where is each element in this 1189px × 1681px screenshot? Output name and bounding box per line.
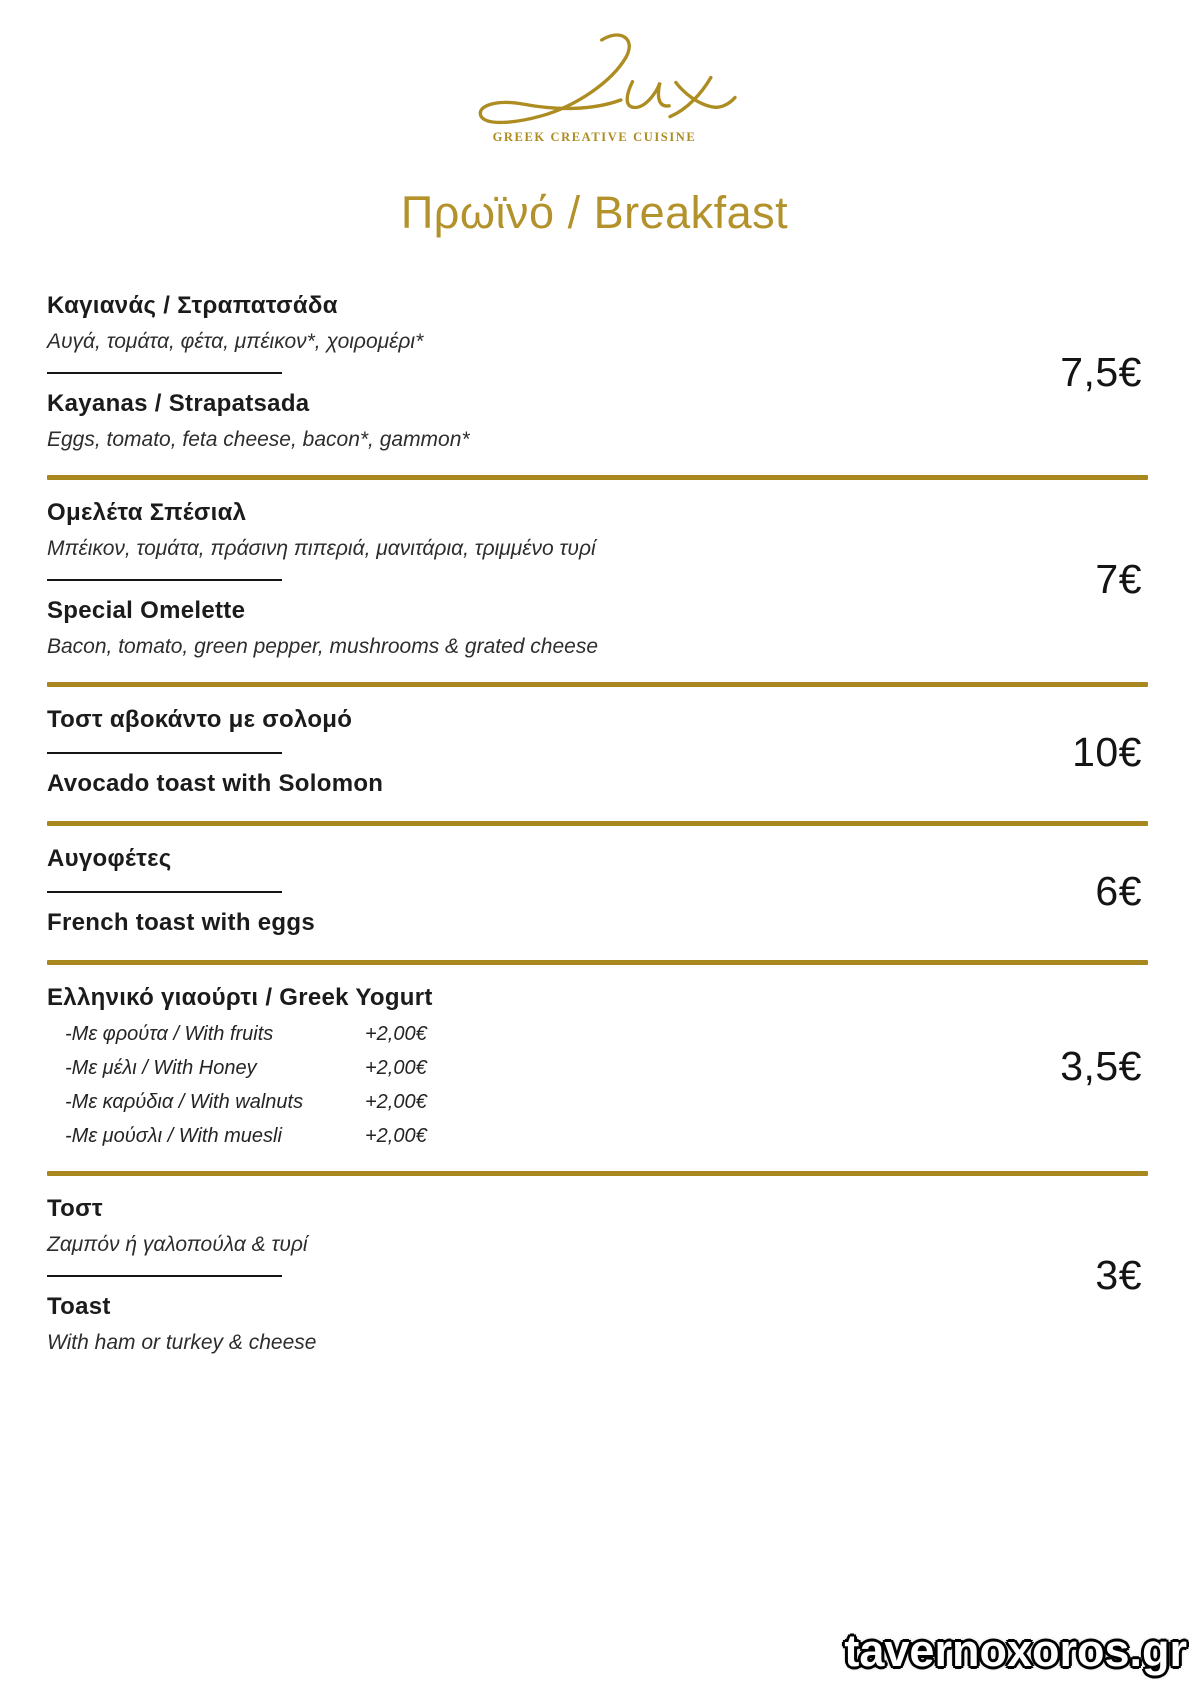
item-name-english: French toast with eggs bbox=[47, 909, 315, 936]
option-label: -Με φρούτα / With fruits bbox=[65, 1023, 274, 1045]
item-divider-rule bbox=[47, 752, 282, 754]
item-name-greek: Τοστ bbox=[47, 1195, 103, 1222]
brand-header bbox=[0, 0, 1189, 145]
yogurt-option bbox=[47, 1123, 435, 1149]
yogurt-option bbox=[47, 1055, 435, 1081]
page-title: Πρωϊνό / Breakfast bbox=[400, 187, 789, 238]
menu-item-avocado-toast bbox=[47, 687, 1148, 821]
option-label: -Με καρύδια / With walnuts bbox=[65, 1091, 304, 1113]
option-price: +2,00€ bbox=[365, 1023, 427, 1045]
option-label: -Με μούσλι / With muesli bbox=[65, 1125, 282, 1147]
item-desc-english: Bacon, tomato, green pepper, mushrooms & grated cheese bbox=[47, 635, 598, 658]
menu-item-special-omelette bbox=[47, 480, 1148, 682]
item-divider-rule bbox=[47, 891, 282, 893]
option-price: +2,00€ bbox=[365, 1057, 427, 1079]
menu-item-french-toast bbox=[47, 826, 1148, 960]
menu-item-greek-yogurt bbox=[47, 965, 1148, 1171]
yogurt-option bbox=[47, 1021, 435, 1047]
item-price: 3,5€ bbox=[1060, 1042, 1142, 1089]
watermark-site-name: tavernoxoros.gr bbox=[844, 1625, 1187, 1676]
item-name-bilingual: Ελληνικό γιαούρτι / Greek Yogurt bbox=[47, 984, 433, 1011]
yogurt-option bbox=[47, 1089, 435, 1115]
item-desc-greek: Ζαμπόν ή γαλοπούλα & τυρί bbox=[47, 1233, 308, 1256]
lux-logo-icon bbox=[440, 30, 750, 130]
brand-tagline: GREEK CREATIVE CUISINE bbox=[492, 130, 697, 144]
item-desc-greek: Αυγά, τομάτα, φέτα, μπέικον*, χοιρομέρι* bbox=[47, 330, 424, 353]
item-price: 7,5€ bbox=[1060, 348, 1142, 395]
item-divider-rule bbox=[47, 372, 282, 374]
item-desc-english: Eggs, tomato, feta cheese, bacon*, gammon* bbox=[47, 428, 470, 451]
item-desc-english: With ham or turkey & cheese bbox=[47, 1331, 317, 1354]
item-name-english: Kayanas / Strapatsada bbox=[47, 390, 310, 417]
menu-list bbox=[47, 273, 1148, 1378]
item-name-greek: Ομελέτα Σπέσιαλ bbox=[47, 499, 247, 526]
item-divider-rule bbox=[47, 1275, 282, 1277]
menu-item-toast bbox=[47, 1176, 1148, 1378]
yogurt-options bbox=[47, 1021, 435, 1149]
item-name-english: Toast bbox=[47, 1293, 111, 1320]
option-label: -Με μέλι / With Honey bbox=[65, 1057, 257, 1079]
item-name-english: Special Omelette bbox=[47, 597, 246, 624]
item-price: 7€ bbox=[1095, 555, 1142, 602]
option-price: +2,00€ bbox=[365, 1125, 427, 1147]
item-price: 3€ bbox=[1095, 1251, 1142, 1298]
item-name-greek: Τοστ αβοκάντο με σολομό bbox=[47, 706, 353, 733]
item-name-english: Avocado toast with Solomon bbox=[47, 770, 384, 797]
item-name-greek: Καγιανάς / Στραπατσάδα bbox=[47, 292, 338, 319]
item-price: 10€ bbox=[1072, 728, 1142, 775]
option-price: +2,00€ bbox=[365, 1091, 427, 1113]
item-desc-greek: Μπέικον, τομάτα, πράσινη πιπεριά, μανιτάρια, τριμμένο τυρί bbox=[47, 537, 596, 560]
item-divider-rule bbox=[47, 579, 282, 581]
item-price: 6€ bbox=[1095, 867, 1142, 914]
menu-item-kayanas bbox=[47, 273, 1148, 475]
item-name-greek: Αυγοφέτες bbox=[47, 845, 172, 872]
